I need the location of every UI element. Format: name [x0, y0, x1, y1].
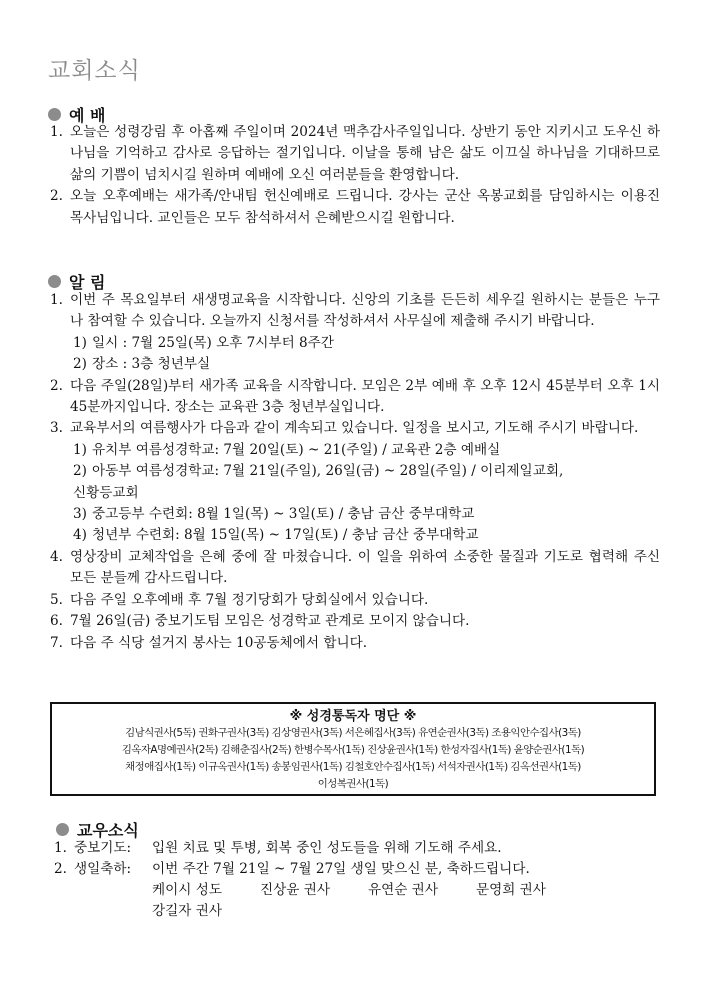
- worship-heading-label: 예 배: [69, 106, 106, 125]
- worship-list: [50, 122, 660, 229]
- list-item: [50, 290, 660, 333]
- item-number: 3.: [50, 420, 63, 437]
- prayer-label: 중보기도:: [74, 840, 132, 856]
- item-number: 4.: [50, 548, 63, 565]
- sub-number: 2): [73, 463, 87, 480]
- sub-number: 4): [73, 527, 87, 544]
- list-item: [50, 633, 660, 654]
- list-item: [50, 611, 660, 632]
- notices-heading-label: 알 림: [69, 273, 106, 292]
- item-text: 오늘 오후예배는 새가족/안내팀 헌신예배로 드립니다. 강사는 군산 옥봉교회를 담임하시는 이용진 목사님입니다. 교인들은 모두 참석하셔서 은혜받으시길 원합니다.: [70, 188, 660, 226]
- sub-text: 유치부 여름성경학교: 7월 20일(토) ~ 21(주일) / 교육관 2층 예배실: [92, 441, 501, 458]
- item-number: 1.: [50, 124, 63, 140]
- sub-text: 아동부 여름성경학교: 7월 21일(주일), 26일(금) ~ 28일(주일) / 이리제일교회,: [92, 463, 564, 480]
- sub-item: [50, 440, 660, 461]
- list-item: [50, 376, 660, 419]
- members-heading-label: 교우소식: [77, 821, 139, 840]
- item-number: 6.: [50, 613, 63, 630]
- sub-text: 일시 : 7월 25일(목) 오후 7시부터 8주간: [92, 334, 334, 351]
- list-item: [54, 838, 664, 859]
- list-item: [50, 418, 660, 439]
- item-text: 다음 주 식당 설거지 봉사는 10공동체에서 합니다.: [70, 634, 368, 651]
- item-number: 2.: [54, 861, 67, 877]
- sub-text: 청년부 수련회: 8월 15일(목) ~ 17일(토) / 충남 금산 중부대학교: [92, 527, 479, 544]
- sub-number: 2): [73, 356, 87, 373]
- sub-item: [50, 333, 660, 354]
- list-item: [50, 590, 660, 611]
- item-number: 5.: [50, 591, 63, 608]
- bible-box-line: 채정애집사(1독) 이규옥권사(1독) 송봉임권사(1독) 김철호안수집사(1독) 서석자권사(1독) 김옥선권사(1독): [125, 761, 581, 773]
- list-item: [50, 122, 660, 186]
- bible-box-line: 김남식권사(5독) 권화구권사(3독) 김상영권사(3독) 서은혜집사(3독) 유연순권사(3독) 조용익안수집사(3독): [125, 727, 581, 739]
- birthday-name: 문영희 권사: [475, 882, 546, 898]
- sub-item: [50, 461, 660, 482]
- item-text: 교육부서의 여름행사가 다음과 같이 계속되고 있습니다. 일정을 보시고, 기도해 주시기 바랍니다.: [70, 420, 639, 437]
- item-text: 이번 주 목요일부터 새생명교육을 시작합니다. 신앙의 기초를 든든히 세우길 원하시는 분들은 누구나 참여할 수 있습니다. 오늘까지 신청서를 작성하셔서 사무실에 제출해 주시기 바랍니다.: [70, 292, 660, 330]
- item-text: 오늘은 성령강림 후 아홉째 주일이며 2024년 맥추감사주일입니다. 상반기 동안 지키시고 도우신 하나님을 기억하고 감사로 응답하는 절기입니다. 이날을 통해 남은 삶도 이끄실 하나님을 기대하므로 삶의 기쁨이 넘치시길 원하며 예배에 오신 여러분들을 환영합니다.: [70, 124, 660, 183]
- item-number: 1.: [54, 840, 67, 856]
- bible-box-line: 김옥자A명예권사(2독) 김해춘집사(2독) 한병수목사(1독) 진상윤권사(1독) 한성자집사(1독) 윤양순권사(1독): [121, 744, 585, 756]
- bullet-dot-icon: [48, 108, 61, 121]
- birthday-names: [54, 901, 664, 922]
- bible-box-line: 이성복권사(1독): [317, 778, 389, 790]
- birthday-name: 유연순 권사: [367, 882, 438, 898]
- sub-item: [50, 504, 660, 525]
- sub-number: 1): [73, 441, 87, 458]
- birthday-names: [54, 880, 664, 901]
- sub-item: [50, 354, 660, 375]
- members-list: [54, 838, 664, 922]
- prayer-text: 입원 치료 및 투병, 회복 중인 성도들을 위해 기도해 주세요.: [152, 840, 502, 856]
- sub-text: 장소 : 3층 청년부실: [92, 356, 211, 373]
- item-number: 2.: [50, 188, 63, 205]
- bible-box-title: ※ 성경통독자 명단 ※: [289, 709, 417, 724]
- bullet-dot-icon: [48, 275, 61, 288]
- sub-item: [50, 525, 660, 546]
- item-number: 1.: [50, 292, 63, 308]
- birthday-label: 생일축하:: [74, 861, 132, 877]
- birthday-text: 이번 주간 7월 21일 ~ 7월 27일 생일 맞으신 분, 축하드립니다.: [152, 861, 530, 877]
- birthday-name: 진상윤 권사: [259, 882, 330, 898]
- bullet-dot-icon: [56, 823, 69, 836]
- birthday-name: 강길자 권사: [152, 903, 222, 919]
- page-title: 교회소식: [48, 58, 141, 84]
- list-item: [50, 547, 660, 590]
- notices-list: [50, 290, 660, 654]
- item-text: 7월 26일(금) 중보기도팀 모임은 성경학교 관계로 모이지 않습니다.: [70, 613, 470, 630]
- list-item: [50, 186, 660, 229]
- birthday-name: 케이시 성도: [152, 882, 222, 898]
- item-text: 다음 주일 오후예배 후 7월 정기당회가 당회실에서 있습니다.: [70, 591, 429, 608]
- sub-number: 1): [73, 334, 87, 351]
- item-number: 7.: [50, 634, 63, 651]
- item-text: 다음 주일(28일)부터 새가족 교육을 시작합니다. 모임은 2부 예배 후 오후 12시 45분부터 오후 1시 45분까지입니다. 장소는 교육관 3층 청년부실입니다.: [70, 377, 660, 416]
- item-number: 2.: [50, 377, 63, 394]
- sub-item-continuation: 신황등교회: [73, 484, 139, 501]
- list-item: [54, 859, 664, 880]
- sub-text: 중고등부 수련회: 8월 1일(목) ~ 3일(토) / 충남 금산 중부대학교: [92, 506, 475, 523]
- item-text: 영상장비 교체작업을 은혜 중에 잘 마쳤습니다. 이 일을 위하여 소중한 물질과 기도로 협력해 주신 모든 분들께 감사드립니다.: [70, 548, 660, 587]
- bible-reading-box: [50, 702, 656, 796]
- sub-number: 3): [73, 506, 87, 523]
